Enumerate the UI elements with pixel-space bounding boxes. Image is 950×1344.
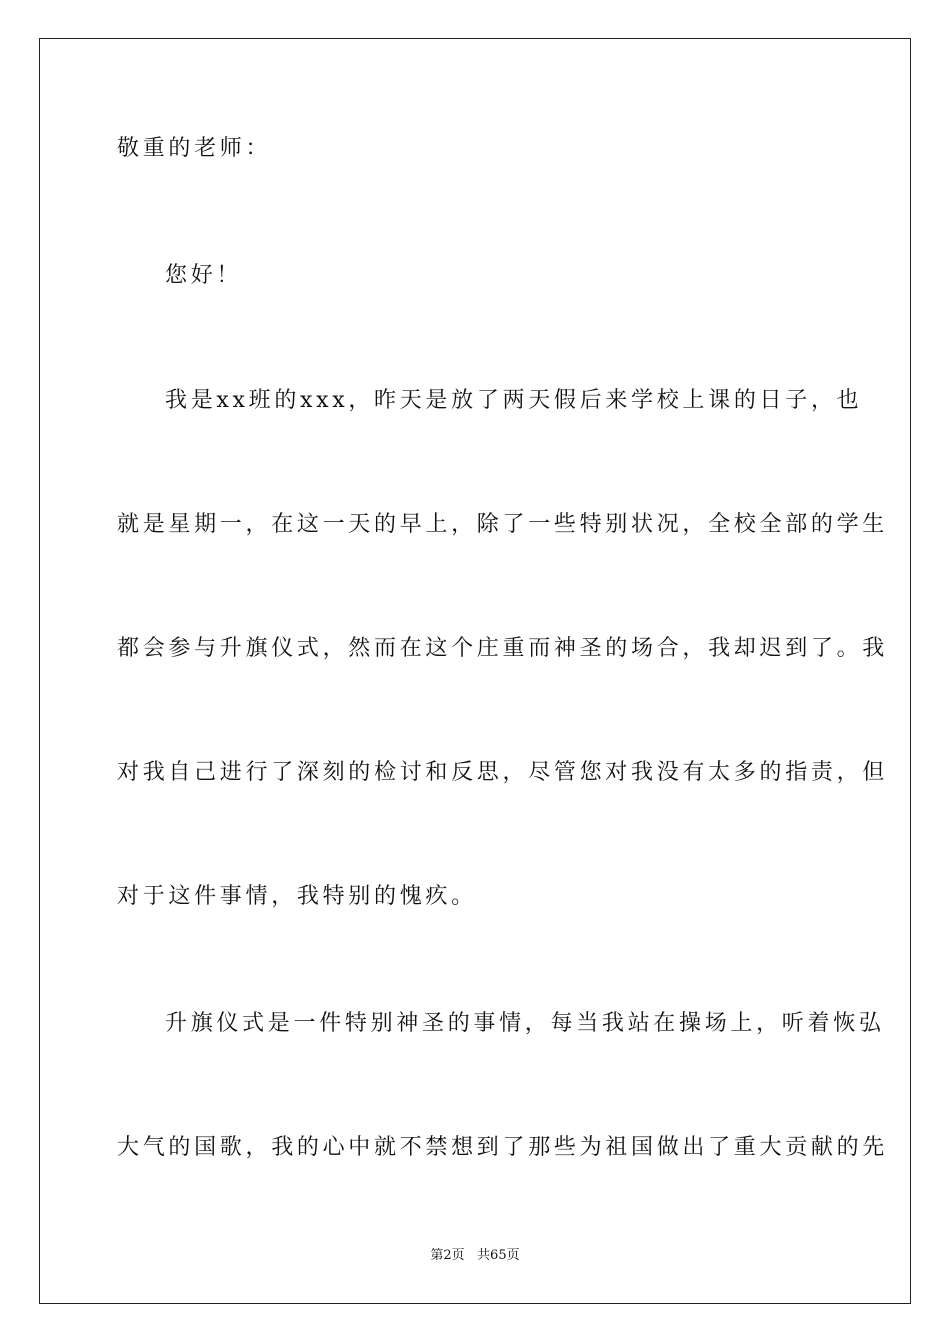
page-border <box>39 38 911 1304</box>
paragraph-line: 都会参与升旗仪式，然而在这个庄重而神圣的场合，我却迟到了。我 <box>117 636 889 661</box>
page-number-footer: 第2页 共65页 <box>430 1248 520 1263</box>
paragraph-line: 升旗仪式是一件特别神圣的事情，每当我站在操场上，听着恢弘 <box>165 1011 885 1036</box>
paragraph-line: 对我自己进行了深刻的检讨和反思，尽管您对我没有太多的指责，但 <box>117 760 889 785</box>
paragraph-line: 大气的国歌，我的心中就不禁想到了那些为祖国做出了重大贡献的先 <box>117 1135 889 1160</box>
paragraph-line: 对于这件事情，我特别的愧疚。 <box>117 884 477 909</box>
paragraph-line: 就是星期一，在这一天的早上，除了一些特别状况，全校全部的学生 <box>117 512 889 537</box>
greeting: 您好！ <box>165 263 243 288</box>
salutation: 敬重的老师： <box>117 136 272 161</box>
paragraph-line: 我是xx班的xxx，昨天是放了两天假后来学校上课的日子，也 <box>165 388 863 413</box>
